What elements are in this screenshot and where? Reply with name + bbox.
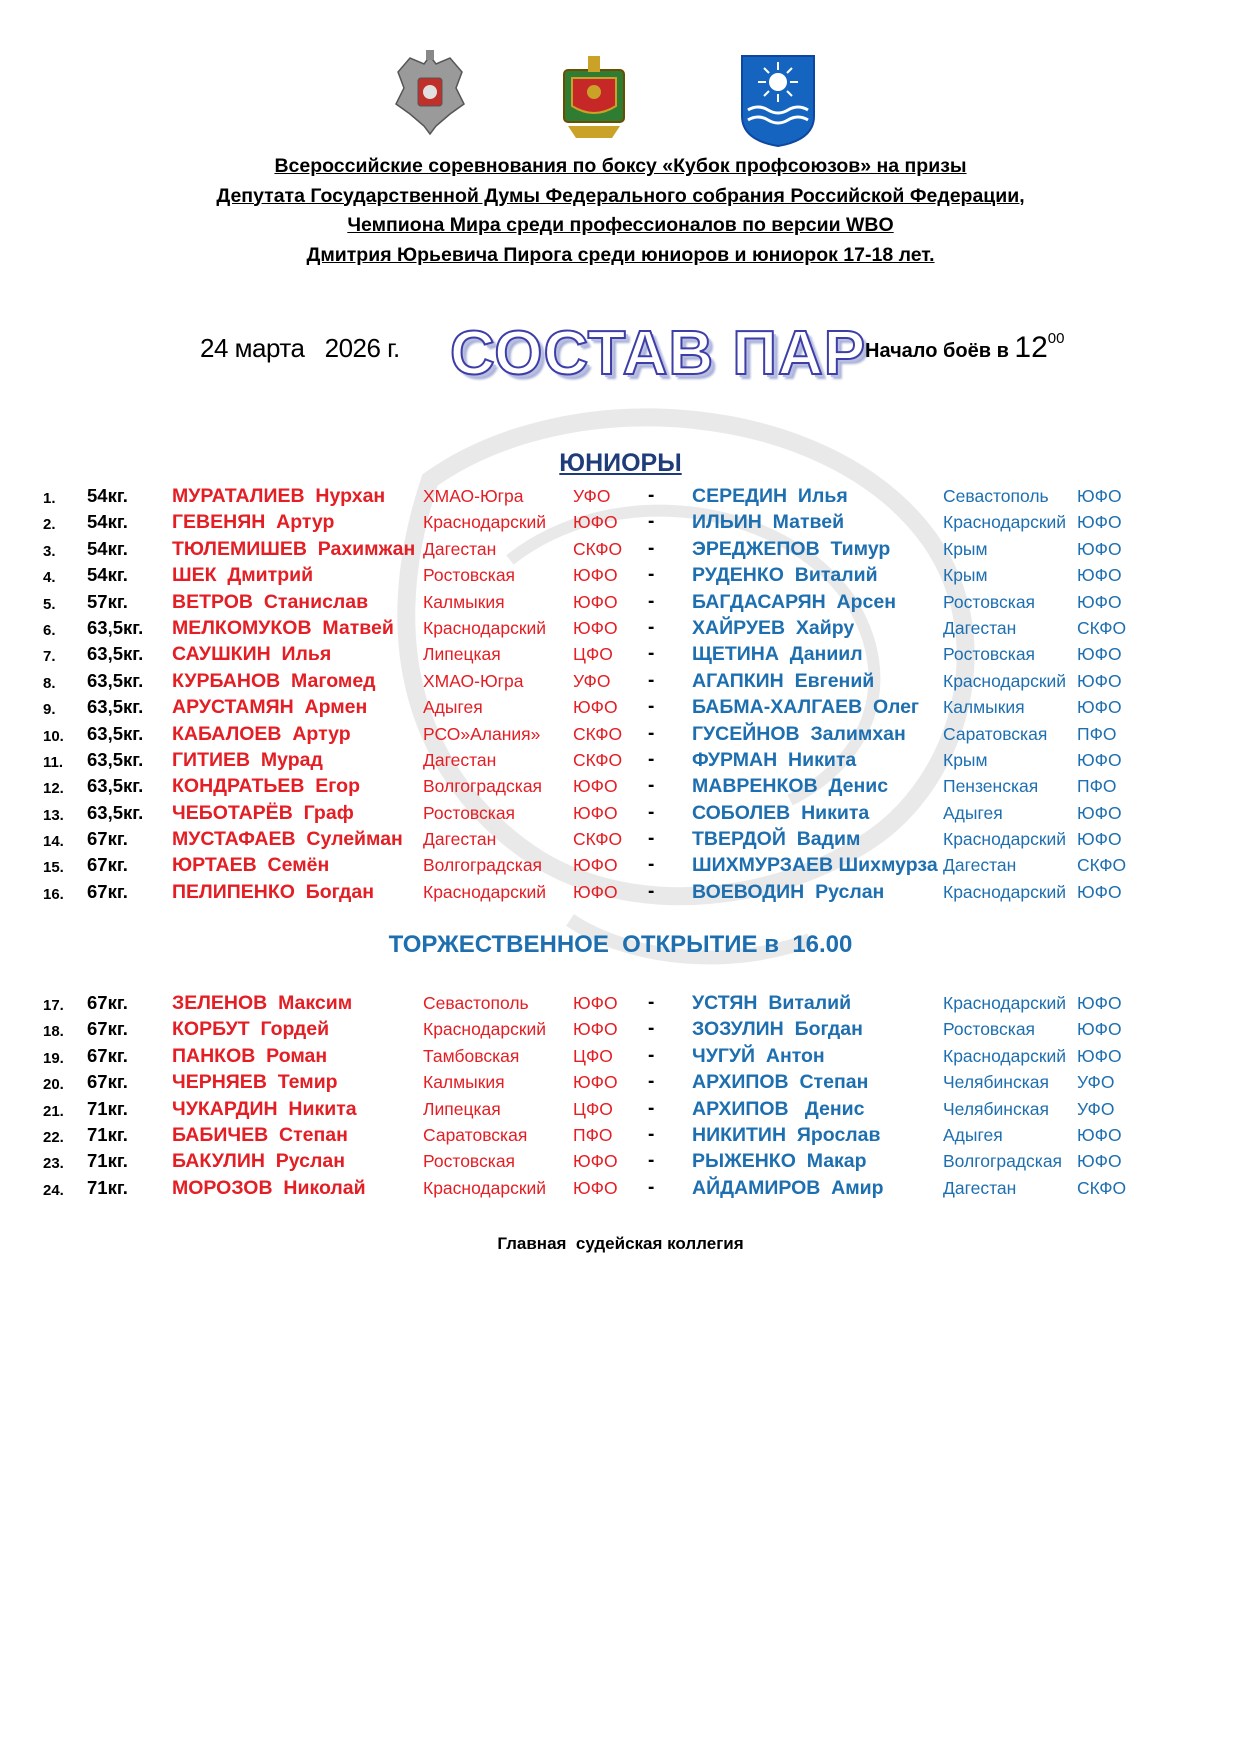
bout-row	[0, 694, 1241, 720]
chief-judges-signature: Главная судейская коллегия	[497, 1234, 744, 1253]
red-corner-district: ЮФО	[573, 881, 618, 902]
blue-corner-region: Адыгея	[943, 802, 1003, 823]
heading-line-4: Дмитрия Юрьевича Пирога среди юниоров и юниорок 17-18 лет.	[306, 243, 935, 266]
weight-class: 71кг.	[87, 1176, 128, 1198]
weight-class: 63,5кг.	[87, 616, 144, 638]
red-corner-name: КОНДРАТЬЕВ Егор	[172, 775, 360, 798]
weight-class: 67кг.	[87, 1071, 128, 1093]
event-date: 24 марта 2026 г.	[200, 333, 400, 363]
blue-corner-district: ЮФО	[1077, 749, 1122, 770]
weight-class: 67кг.	[87, 1018, 128, 1040]
bout-row	[0, 1069, 1241, 1095]
red-corner-region: Калмыкия	[423, 591, 505, 612]
bout-row	[0, 615, 1241, 641]
bout-row	[0, 641, 1241, 667]
bout-row	[0, 1148, 1241, 1174]
weight-class: 63,5кг.	[87, 722, 144, 744]
bout-number: 8.	[43, 674, 56, 692]
blue-corner-district: СКФО	[1077, 1177, 1127, 1198]
weight-class: 67кг.	[87, 828, 128, 850]
red-corner-region: Липецкая	[423, 644, 501, 665]
versus-dash: -	[648, 1150, 655, 1172]
red-corner-region: Краснодарский	[423, 617, 547, 638]
versus-dash: -	[648, 722, 655, 744]
red-corner-district: ПФО	[573, 1124, 613, 1145]
versus-dash: -	[648, 485, 655, 506]
red-corner-region: РСО»Алания»	[423, 723, 541, 744]
red-corner-district: ЮФО	[573, 1072, 618, 1093]
weight-class: 57кг.	[87, 590, 128, 612]
weight-class: 71кг.	[87, 1150, 128, 1172]
blue-corner-district: УФО	[1077, 1072, 1115, 1093]
bouts-table-part-1	[0, 483, 1241, 905]
bout-row	[0, 852, 1241, 878]
red-corner-district: СКФО	[573, 538, 623, 559]
bout-row	[0, 536, 1241, 562]
red-corner-region: Адыгея	[423, 697, 483, 718]
start-label: Начало боёв в	[865, 340, 1015, 362]
weight-class: 54кг.	[87, 564, 128, 586]
blue-corner-name: СОБОЛЕВ Никита	[692, 801, 870, 824]
red-corner-district: ЦФО	[573, 1098, 613, 1119]
blue-corner-name: ВОЕВОДИН Руслан	[692, 880, 885, 903]
blue-corner-region: Краснодарский	[943, 829, 1067, 850]
start-time	[865, 330, 1064, 365]
blue-corner-district: ПФО	[1077, 723, 1117, 744]
weight-class: 63,5кг.	[87, 696, 144, 718]
red-corner-district: ЦФО	[573, 644, 613, 665]
gelendzhik-coat-of-arms-icon	[740, 54, 816, 148]
versus-dash: -	[648, 590, 655, 612]
red-corner-district: ЮФО	[573, 802, 618, 823]
heading-line-1: Всероссийские соревнования по боксу «Кубок профсоюзов» на призы	[274, 155, 967, 177]
red-corner-district: ЮФО	[573, 1019, 618, 1040]
versus-dash: -	[648, 696, 655, 718]
weight-class: 63,5кг.	[87, 775, 144, 797]
versus-dash: -	[648, 828, 655, 850]
weight-class: 54кг.	[87, 537, 128, 559]
blue-corner-district: СКФО	[1077, 617, 1127, 638]
red-corner-region: ХМАО-Югра	[423, 486, 524, 506]
bout-number: 20.	[43, 1076, 64, 1094]
red-corner-name: МУРАТАЛИЕВ Нурхан	[172, 485, 386, 507]
bout-number: 11.	[43, 753, 64, 771]
blue-corner-name: ТВЕРДОЙ Вадим	[692, 828, 861, 851]
blue-corner-region: Волгоградская	[943, 1151, 1063, 1172]
blue-corner-region: Калмыкия	[943, 697, 1025, 718]
bout-row	[0, 589, 1241, 615]
bout-number: 4.	[43, 569, 56, 587]
red-corner-district: ЮФО	[573, 776, 618, 797]
blue-corner-name: РУДЕНКО Виталий	[692, 564, 878, 587]
red-corner-name: МЕЛКОМУКОВ Матвей	[172, 616, 394, 639]
red-corner-district: УФО	[573, 670, 611, 691]
versus-dash: -	[648, 1018, 655, 1040]
bout-number: 18.	[43, 1023, 64, 1041]
blue-corner-name: АГАПКИН Евгений	[692, 669, 875, 692]
bout-number: 19.	[43, 1049, 64, 1067]
page-title: СОСТАВ ПАР	[450, 319, 867, 388]
red-corner-region: Ростовская	[423, 802, 516, 823]
blue-corner-region: Краснодарский	[943, 881, 1067, 902]
weight-class: 67кг.	[87, 880, 128, 902]
red-corner-region: Краснодарский	[423, 512, 547, 533]
blue-corner-name: БАБМА-ХАЛГАЕВ Олег	[692, 696, 920, 719]
red-corner-name: БАБИЧЕВ Степан	[172, 1123, 348, 1146]
bout-row	[0, 990, 1241, 1016]
red-corner-name: САУШКИН Илья	[172, 643, 332, 666]
weight-class: 63,5кг.	[87, 643, 144, 665]
bout-number: 1.	[43, 490, 56, 507]
section-title-juniors: ЮНИОРЫ	[559, 449, 682, 477]
blue-corner-region: Крым	[943, 565, 988, 586]
red-corner-name: ЧЕБОТАРЁВ Граф	[172, 801, 354, 824]
blue-corner-region: Пензенская	[943, 776, 1039, 797]
blue-corner-region: Крым	[943, 538, 988, 559]
versus-dash: -	[648, 1097, 655, 1119]
bout-number: 22.	[43, 1128, 64, 1146]
bout-number: 5.	[43, 595, 56, 613]
blue-corner-name: АЙДАМИРОВ Амир	[692, 1176, 884, 1199]
bout-number: 17.	[43, 997, 64, 1014]
versus-dash: -	[648, 643, 655, 665]
red-corner-name: ГЕВЕНЯН Артур	[172, 511, 335, 534]
blue-corner-region: Дагестан	[943, 617, 1017, 638]
blue-corner-district: ЮФО	[1077, 1019, 1122, 1040]
blue-corner-name: ШИХМУРЗАЕВ Шихмурза	[692, 854, 938, 877]
weight-class: 71кг.	[87, 1123, 128, 1145]
blue-corner-district: ЮФО	[1077, 486, 1122, 506]
weight-class: 54кг.	[87, 485, 128, 506]
bout-number: 16.	[43, 885, 64, 903]
bout-number: 21.	[43, 1102, 64, 1120]
bout-number: 6.	[43, 621, 56, 639]
red-corner-region: Севастополь	[423, 993, 529, 1013]
blue-corner-region: Ростовская	[943, 644, 1036, 665]
red-corner-region: Дагестан	[423, 749, 497, 770]
blue-corner-region: Ростовская	[943, 1019, 1036, 1040]
bout-row	[0, 1043, 1241, 1069]
bout-row	[0, 1096, 1241, 1122]
red-corner-region: Краснодарский	[423, 881, 547, 902]
blue-corner-name: ЩЕТИНА Даниил	[692, 643, 863, 666]
heading-line-3: Чемпиона Мира среди профессионалов по версии WBO	[347, 214, 894, 236]
competition-heading	[0, 152, 1241, 270]
versus-dash: -	[648, 775, 655, 797]
versus-dash: -	[648, 537, 655, 559]
red-corner-region: Липецкая	[423, 1098, 501, 1119]
bout-row	[0, 1122, 1241, 1148]
blue-corner-name: ХАЙРУЕВ Хайру	[692, 616, 855, 639]
blue-corner-name: СЕРЕДИН Илья	[692, 485, 848, 507]
bouts-table-part-2	[0, 990, 1241, 1201]
blue-corner-district: СКФО	[1077, 855, 1127, 876]
bout-row	[0, 509, 1241, 535]
blue-corner-region: Ростовская	[943, 591, 1036, 612]
blue-corner-region: Адыгея	[943, 1124, 1003, 1145]
red-corner-district: ЮФО	[573, 512, 618, 533]
bout-number: 12.	[43, 780, 64, 798]
bout-number: 24.	[43, 1181, 64, 1199]
red-corner-district: СКФО	[573, 829, 623, 850]
red-corner-name: ЮРТАЕВ Семён	[172, 854, 330, 877]
red-corner-region: Ростовская	[423, 565, 516, 586]
weight-class: 63,5кг.	[87, 801, 144, 823]
blue-corner-name: МАВРЕНКОВ Денис	[692, 775, 889, 798]
blue-corner-region: Краснодарский	[943, 1045, 1067, 1066]
versus-dash: -	[648, 616, 655, 638]
blue-corner-district: ЮФО	[1077, 538, 1122, 559]
versus-dash: -	[648, 511, 655, 533]
red-corner-name: КУРБАНОВ Магомед	[172, 669, 376, 692]
blue-corner-name: ФУРМАН Никита	[692, 748, 857, 771]
bout-row	[0, 668, 1241, 694]
blue-corner-name: ЧУГУЙ Антон	[692, 1044, 825, 1067]
blue-corner-name: ЗОЗУЛИН Богдан	[692, 1018, 863, 1041]
versus-dash: -	[648, 669, 655, 691]
red-corner-name: ПАНКОВ Роман	[172, 1044, 328, 1067]
red-corner-region: Калмыкия	[423, 1072, 505, 1093]
red-corner-name: ЧЕРНЯЕВ Темир	[172, 1071, 338, 1094]
blue-corner-district: ЮФО	[1077, 1151, 1122, 1172]
blue-corner-region: Крым	[943, 749, 988, 770]
blue-corner-district: ЮФО	[1077, 829, 1122, 850]
red-corner-region: ХМАО-Югра	[423, 670, 524, 691]
red-corner-region: Краснодарский	[423, 1177, 547, 1198]
red-corner-district: ЮФО	[573, 855, 618, 876]
blue-corner-district: ЮФО	[1077, 1124, 1122, 1145]
red-corner-region: Волгоградская	[423, 776, 543, 797]
krasnodar-krai-coat-of-arms-icon	[558, 50, 630, 142]
blue-corner-region: Саратовская	[943, 723, 1048, 744]
versus-dash: -	[648, 748, 655, 770]
bout-row	[0, 879, 1241, 905]
weight-class: 54кг.	[87, 511, 128, 533]
bout-row	[0, 483, 1241, 509]
red-corner-region: Дагестан	[423, 538, 497, 559]
red-corner-region: Дагестан	[423, 829, 497, 850]
red-corner-district: ЮФО	[573, 993, 618, 1013]
bout-number: 9.	[43, 701, 56, 719]
heading-line-2: Депутата Государственной Думы Федерального собрания Российской Федерации,	[216, 184, 1025, 207]
bout-number: 10.	[43, 727, 64, 745]
versus-dash: -	[648, 1123, 655, 1145]
bout-row	[0, 1175, 1241, 1201]
weight-class: 71кг.	[87, 1097, 128, 1119]
blue-corner-district: ПФО	[1077, 776, 1117, 797]
blue-corner-name: АРХИПОВ Денис	[692, 1097, 865, 1120]
red-corner-name: МОРОЗОВ Николай	[172, 1176, 366, 1199]
versus-dash: -	[648, 992, 655, 1013]
red-corner-name: ВЕТРОВ Станислав	[172, 590, 369, 613]
bout-number: 2.	[43, 516, 56, 534]
blue-corner-district: ЮФО	[1077, 697, 1122, 718]
red-corner-name: ЧУКАРДИН Никита	[172, 1097, 357, 1120]
red-corner-district: ЦФО	[573, 1045, 613, 1066]
blue-corner-name: УСТЯН Виталий	[692, 992, 852, 1014]
blue-corner-district: ЮФО	[1077, 644, 1122, 665]
blue-corner-region: Дагестан	[943, 855, 1017, 876]
blue-corner-name: АРХИПОВ Степан	[692, 1071, 869, 1094]
blue-corner-district: ЮФО	[1077, 881, 1122, 902]
red-corner-district: СКФО	[573, 723, 623, 744]
bout-number: 23.	[43, 1155, 64, 1173]
blue-corner-region: Челябинская	[943, 1098, 1049, 1119]
blue-corner-name: ЭРЕДЖЕПОВ Тимур	[692, 537, 891, 560]
russia-sports-ministry-emblem-icon	[390, 48, 470, 138]
blue-corner-district: ЮФО	[1077, 993, 1122, 1013]
bout-number: 14.	[43, 833, 64, 851]
red-corner-name: КОРБУТ Гордей	[172, 1018, 330, 1041]
blue-corner-region: Краснодарский	[943, 512, 1067, 533]
red-corner-name: ШЕК Дмитрий	[172, 564, 314, 587]
red-corner-district: ЮФО	[573, 565, 618, 586]
versus-dash: -	[648, 1044, 655, 1066]
bout-number: 15.	[43, 859, 64, 877]
blue-corner-region: Краснодарский	[943, 670, 1067, 691]
red-corner-district: СКФО	[573, 749, 623, 770]
blue-corner-region: Севастополь	[943, 486, 1049, 506]
red-corner-district: ЮФО	[573, 1151, 618, 1172]
bout-number: 7.	[43, 648, 56, 666]
blue-corner-district: ЮФО	[1077, 670, 1122, 691]
weight-class: 67кг.	[87, 1044, 128, 1066]
bout-row	[0, 800, 1241, 826]
red-corner-region: Саратовская	[423, 1124, 528, 1145]
weight-class: 63,5кг.	[87, 748, 144, 770]
red-corner-name: ЗЕЛЕНОВ Максим	[172, 992, 353, 1014]
bout-number: 13.	[43, 806, 64, 824]
blue-corner-district: ЮФО	[1077, 565, 1122, 586]
blue-corner-name: НИКИТИН Ярослав	[692, 1123, 881, 1146]
bout-row	[0, 773, 1241, 799]
blue-corner-district: ЮФО	[1077, 802, 1122, 823]
red-corner-district: ЮФО	[573, 617, 618, 638]
versus-dash: -	[648, 1176, 655, 1198]
red-corner-region: Ростовская	[423, 1151, 516, 1172]
bout-row	[0, 721, 1241, 747]
red-corner-region: Краснодарский	[423, 1019, 547, 1040]
red-corner-region: Волгоградская	[423, 855, 543, 876]
red-corner-name: АРУСТАМЯН Армен	[172, 696, 368, 719]
red-corner-district: ЮФО	[573, 591, 618, 612]
bout-row	[0, 826, 1241, 852]
bout-number: 3.	[43, 542, 56, 560]
blue-corner-region: Дагестан	[943, 1177, 1017, 1198]
red-corner-name: ПЕЛИПЕНКО Богдан	[172, 880, 375, 903]
red-corner-name: БАКУЛИН Руслан	[172, 1150, 345, 1173]
bout-row	[0, 747, 1241, 773]
blue-corner-district: УФО	[1077, 1098, 1115, 1119]
red-corner-district: ЮФО	[573, 697, 618, 718]
blue-corner-region: Краснодарский	[943, 993, 1067, 1013]
red-corner-region: Тамбовская	[423, 1045, 520, 1066]
versus-dash: -	[648, 854, 655, 876]
versus-dash: -	[648, 1071, 655, 1093]
weight-class: 67кг.	[87, 992, 128, 1013]
bout-row	[0, 562, 1241, 588]
versus-dash: -	[648, 564, 655, 586]
versus-dash: -	[648, 880, 655, 902]
versus-dash: -	[648, 801, 655, 823]
blue-corner-district: ЮФО	[1077, 512, 1122, 533]
start-minutes: 00	[1047, 330, 1065, 347]
weight-class: 67кг.	[87, 854, 128, 876]
red-corner-name: МУСТАФАЕВ Сулейман	[172, 828, 403, 851]
weight-class: 63,5кг.	[87, 669, 144, 691]
red-corner-name: ГИТИЕВ Мурад	[172, 748, 323, 771]
blue-corner-region: Челябинская	[943, 1072, 1049, 1093]
start-hour: 12	[1014, 331, 1048, 364]
red-corner-name: КАБАЛОЕВ Артур	[172, 722, 351, 745]
blue-corner-name: ИЛЬИН Матвей	[692, 511, 845, 534]
blue-corner-district: ЮФО	[1077, 1045, 1122, 1066]
section-title-opening: ТОРЖЕСТВЕННОЕ ОТКРЫТИЕ в 16.00	[388, 931, 853, 958]
bout-row	[0, 1016, 1241, 1042]
red-corner-district: ЮФО	[573, 1177, 618, 1198]
blue-corner-name: РЫЖЕНКО Макар	[692, 1150, 867, 1173]
blue-corner-name: БАГДАСАРЯН Арсен	[692, 590, 897, 613]
red-corner-district: УФО	[573, 486, 611, 506]
blue-corner-district: ЮФО	[1077, 591, 1122, 612]
red-corner-name: ТЮЛЕМИШЕВ Рахимжан	[172, 537, 416, 560]
blue-corner-name: ГУСЕЙНОВ Залимхан	[692, 722, 906, 745]
